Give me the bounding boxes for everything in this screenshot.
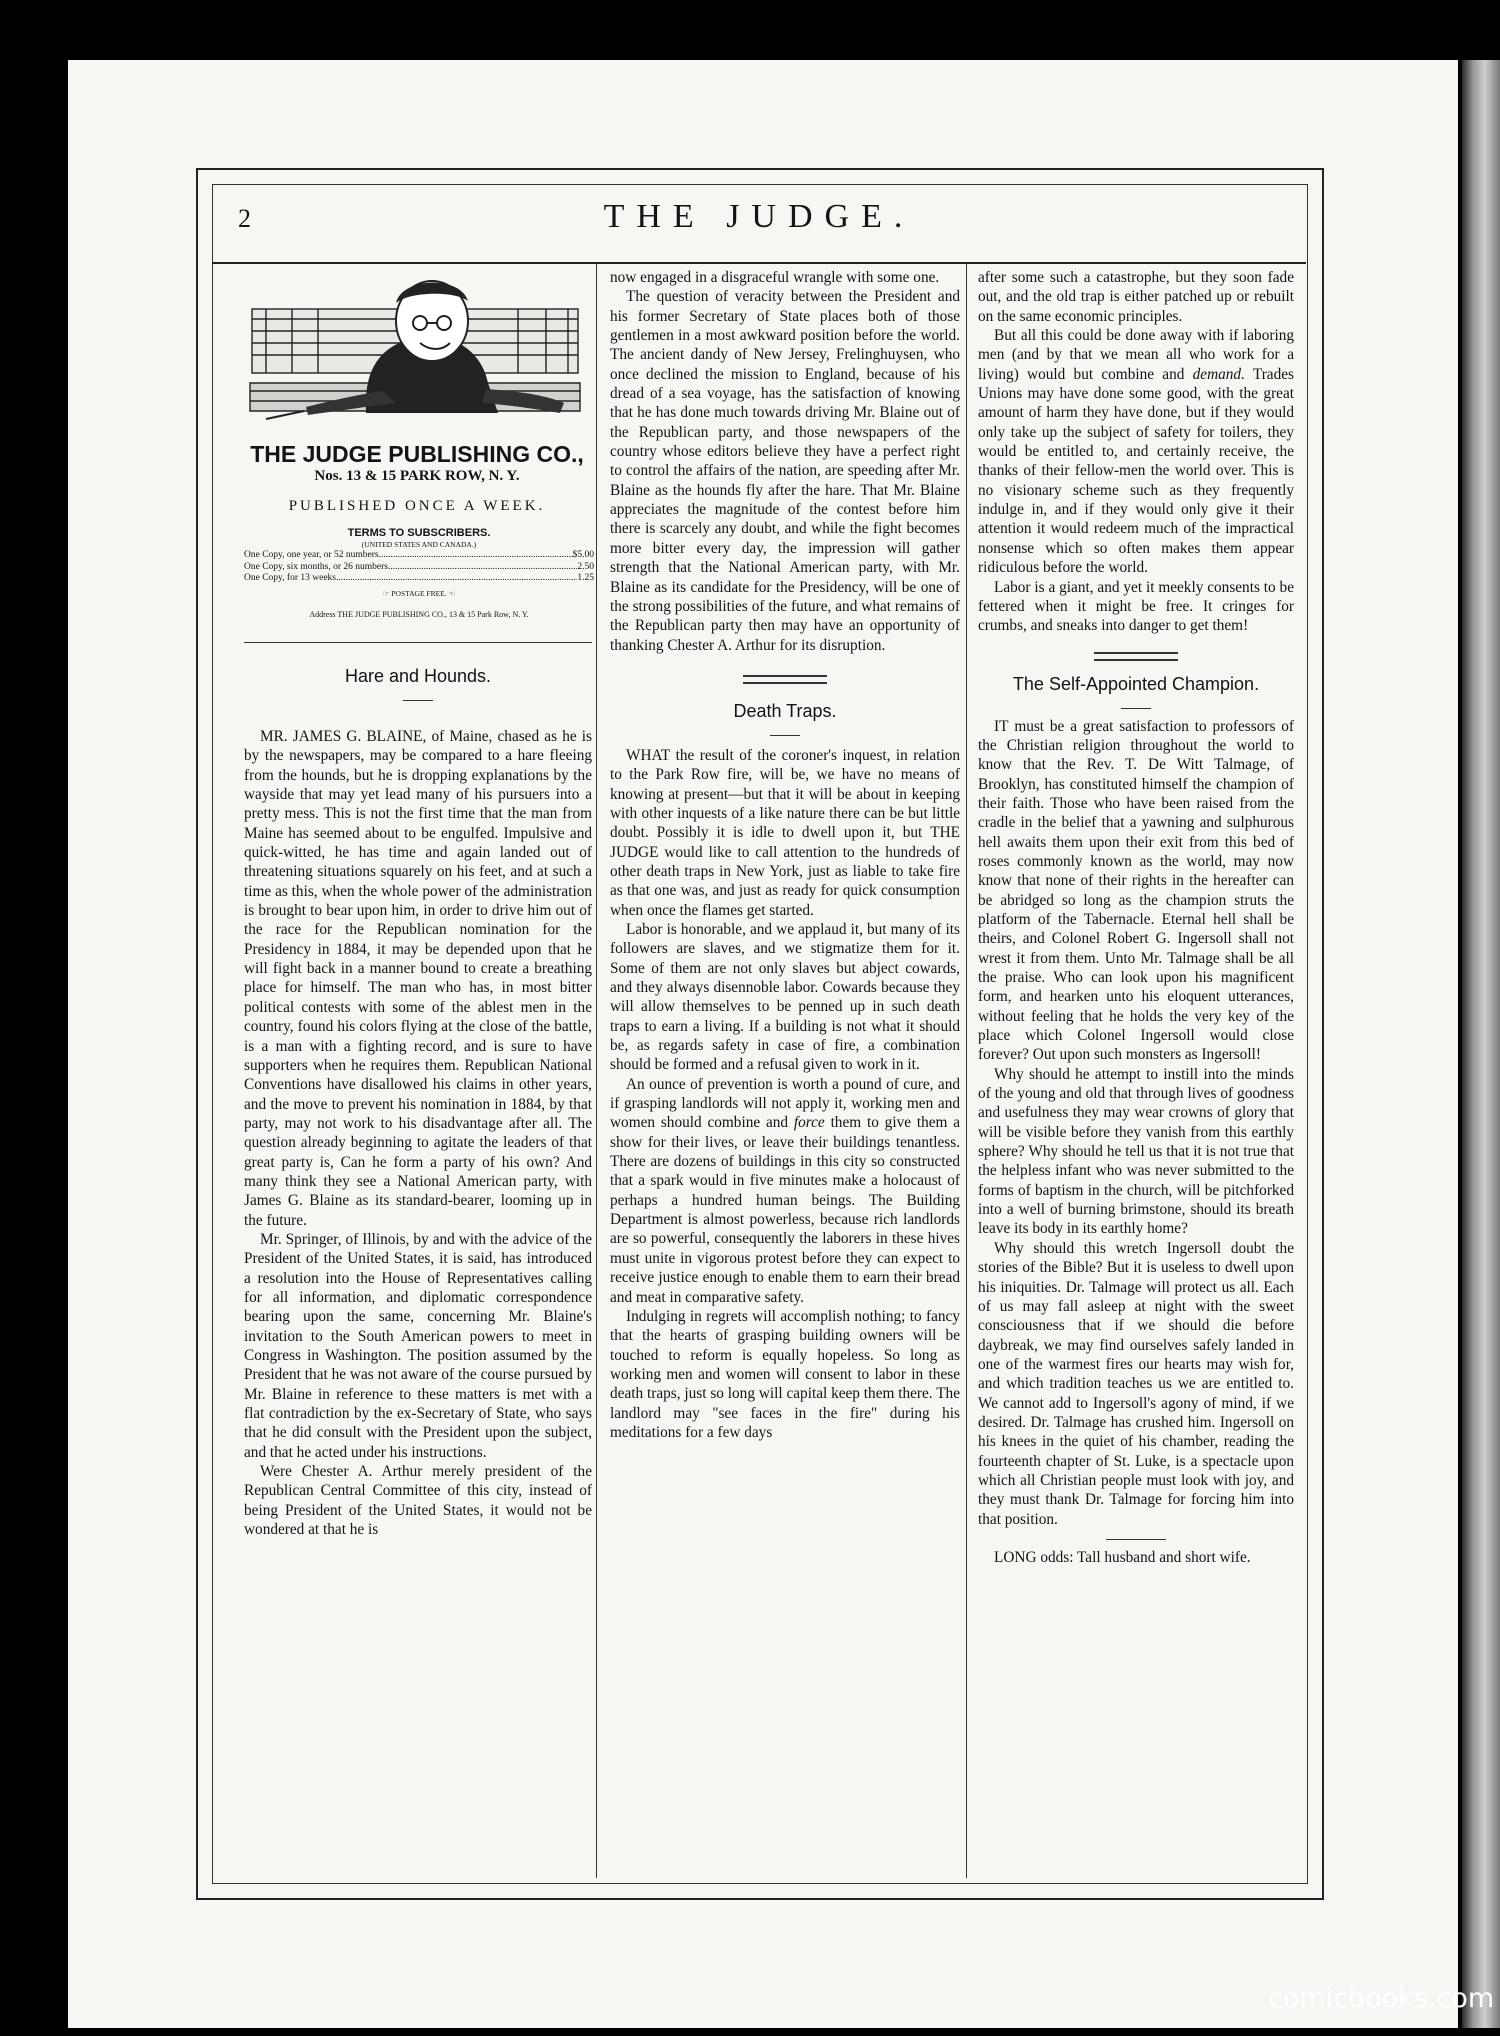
terms-row-label: One Copy, six months, or 26 numbers xyxy=(244,561,388,572)
leader-dots xyxy=(388,562,577,574)
article-paragraph xyxy=(244,727,592,1230)
article-paragraph: The question of veracity between the President and his former Secretary of State places both of those gentlemen in a most awkward position before the world. The ancient dandy of New Jersey, Frelinghuysen, who once declined the mission to England, because of his dread of a sea voyage, has the satisfaction of knowing that he has done much towards driving Mr. Blaine out of the Republican party, and those newspapers of the country whose editors believe they have a perfect right to control the affairs of the nation, are speeding after Mr. Blaine as the hounds fly after the hare. That Mr. Blaine appreciates the magnitude of the contest before him there is scarcely any doubt, and while the fight becomes more bitter every day, the impression will gather strength that the National American party, with Mr. Blaine as its candidate for the Presidency, will be one of the strong possibilities of the future, and what remains of the Republican party then may have an opportunity of thanking Chester A. Arthur for its disruption. xyxy=(610,288,960,654)
emphasis: force xyxy=(793,1114,825,1132)
article-paragraph xyxy=(610,1075,960,1307)
publisher-address-line: Address THE JUDGE PUBLISHING CO., 13 & 15 Park Row, N. Y. xyxy=(309,610,529,619)
column-2 xyxy=(610,268,960,1442)
terms-row-label: One Copy, for 13 weeks xyxy=(244,573,336,583)
paragraph-text: them to give them a show for their lives, or leave their buildings tenantless. There are dozens of buildings in this city so constructed that a spark would in five minutes make a holocaust of perhaps a hundred human beings. The Building Department is almost powerless, because rich landlords are so powerful, consequently the laborers in these hives must unite in vigorous protest before they can expect to receive justice enough to enable them to earn their bread and meat in comparative safety. xyxy=(610,1114,961,1306)
subscription-terms xyxy=(244,526,594,621)
editor-illustration-icon xyxy=(246,273,584,423)
emphasis: demand. xyxy=(1192,365,1245,383)
terms-row-label: One Copy, one year, or 52 numbers xyxy=(244,550,379,560)
masthead-rule xyxy=(212,262,1306,264)
article-title: Death Traps. xyxy=(733,700,837,721)
publisher-address: Nos. 13 & 15 PARK ROW, N. Y. xyxy=(314,468,520,484)
watermark-logo: comicbooks.com xyxy=(1268,1983,1495,2014)
lead-in: WHAT xyxy=(626,746,671,764)
column-3 xyxy=(978,268,1294,1567)
leader-dots xyxy=(379,550,573,562)
column-rule xyxy=(966,264,967,1878)
paragraph-text: An ounce of prevention is worth a pound of cure, and if grasping landlords will not apply it, working men and women should combine and xyxy=(610,1075,960,1132)
paragraph-text: of Maine, chased as he is by the newspapers, may be compared to a hare fleeing from the hounds, but he is dropping explanations by the wayside that may yet lead many of his pursuers into a pretty mess. This is not the first time that the man from Maine has seemed about to be engulfed. Impulsive and quick-witted, he has time and again landed out of threatening situations squarely on his feet, and at such a time as this, when the whole power of the administration is brought to bear upon him, in order to drive him out of the race for the Republican nomination for the Presidency in 1884, it may be depended upon that he will fight back in a manner bound to create a breathing place for himself. The man who has, in most bitter political contests with some of the ablest men in the country, found his colors flying at the close of the battle, is a man with a fighting record, and is sure to have supporters when he requires them. Republican National Conventions have disallowed his claims in other years, and the move to prevent his nomination in 1884, by that party, may not work to his disadvantage after all. The question already beginning to agitate the leaders of that great party is, Can he form a party of his own? And many think they see a National American party, with James G. Blaine as its standard-bearer, looming up in the future. xyxy=(244,728,593,1229)
article-paragraph xyxy=(610,746,960,920)
terms-row-price: 1.25 xyxy=(577,573,594,583)
article-paragraph: Labor is a giant, and yet it meekly consents to be fettered when it might be free. It cringes for crumbs, and sneaks into danger to get them! xyxy=(978,578,1294,635)
section-rule xyxy=(244,642,592,643)
column-1 xyxy=(244,665,592,1539)
article-paragraph xyxy=(978,326,1294,577)
section-double-rule xyxy=(1094,652,1178,661)
publisher-name: THE JUDGE PUBLISHING CO., xyxy=(250,441,584,467)
article-paragraph: Were Chester A. Arthur merely president of the Republican Central Committee of this city, instead of being President of the United States, it would not be wondered at that he is xyxy=(244,1463,592,1539)
masthead xyxy=(212,184,1306,264)
article-paragraph: Mr. Springer, of Illinois, by and with the advice of the President of the United States, it is said, has introduced a resolution into the House of Representatives calling for all information, and diplomatic correspondence bearing upon the same, concerning Mr. Blaine's invitation to the South American powers to meet in Congress in Washington. The position assumed by the President that he was not aware of the course pursued by Mr. Blaine in reference to these matters is met with a flat contradiction by the ex-Secretary of State, who says that he did consult with the President upon the subject, and that he acted under his instructions. xyxy=(244,1230,592,1461)
paragraph-text: Trades Unions may have done some good, with the great amount of harm they have done, but if they would only take up the subject of safety for toilers, they would be entitled to, and certainly receive, the thanks of their fellow-men the world over. This is no visionary scheme such as they frequently indulge in, and if they would only give it their attention it would redeem much of the impractical nonsense which so often makes them appear ridiculous before the world. xyxy=(978,365,1294,577)
terms-row-price: $5.00 xyxy=(572,550,594,560)
article-paragraph: now engaged in a disgraceful wrangle with some one. xyxy=(610,269,940,286)
lead-in: LONG xyxy=(994,1548,1037,1566)
paragraph-text: But all this could be done away with if laboring men (and by that we mean all who work for a living) would but combine and xyxy=(978,327,1294,383)
page-edge xyxy=(1462,60,1500,2028)
article-title: Hare and Hounds. xyxy=(344,666,492,686)
postage-text: POSTAGE FREE. xyxy=(391,588,447,598)
terms-row xyxy=(244,550,594,562)
leader-dots xyxy=(336,573,577,585)
article-title: The Self-Appointed Champion. xyxy=(1012,673,1260,694)
newspaper-title: THE JUDGE. xyxy=(603,198,915,235)
paragraph-text: must be a great satisfaction to professors of the Christian religion throughout the world to know that the Rev. T. De Witt Talmage, of Brooklyn, has constituted himself the champion of their faith. Those who have been raised from the cradle in the belief that a yawning and sulphurous hell awaits them upon their exit from this bed of roses commonly known as the world, may now know that none of their rights in the hereafter can be abridged so long as the champion struts the platform of the Tabernacle. Eternal hell shall be theirs, and Colonel Robert G. Ingersoll shall not wrest it from them. Unto Mr. Talmage shall be all the praise. Who can look upon his magnificent form, and hearken unto his eloquent utterances, without feeling that he holds the very key of the place which Colonel Ingersoll would close forever? Out upon such monsters as Ingersoll! xyxy=(978,717,1295,1064)
terms-row-price: 2.50 xyxy=(577,561,594,572)
terms-subheading: (UNITED STATES AND CANADA.) xyxy=(361,540,477,549)
paragraph-text: would like to call attention to the hundreds of other death traps in New York, just as liable to take fire as that one was, and just as ready for quick consumption when once the flames get started. xyxy=(610,843,961,919)
filler-paragraph xyxy=(978,1548,1294,1567)
terms-row xyxy=(244,562,594,574)
page-number: 2 xyxy=(238,204,251,233)
pointing-hand-icon: ☜ xyxy=(448,588,456,598)
lead-in: IT xyxy=(994,717,1009,735)
section-double-rule xyxy=(743,675,827,684)
article-paragraph: Labor is honorable, and we applaud it, but many of its followers are slaves, and we stigmatize them for it. Some of them are not only slaves but abject cowards, and they always disennoble labor. Cowards because they will allow themselves to be penned up in such death traps to earn a living. If a building is not what it should be, as regards safety in case of fire, a combination should be formed and a refusal given to work in it. xyxy=(610,920,960,1074)
publication-frequency: PUBLISHED ONCE A WEEK. xyxy=(288,498,546,514)
publication-name: THE JUDGE xyxy=(610,824,961,861)
article-paragraph: after some such a catastrophe, but they soon fade out, and the old trap is either patched up or rebuilt on the same economic principles. xyxy=(978,269,1294,325)
terms-row xyxy=(244,573,594,585)
article-paragraph: Why should this wretch Ingersoll doubt the stories of the Bible? But it is useless to dwell upon his iniquities. Dr. Talmage will protect us all. Each of us may fall asleep at night with the sweet consciousness that if we should die before daybreak, we may find ourselves safely landed in one of the warmest fires our hearts may wish for, and which tradition teaches us we are entitled to. We cannot add to Ingersoll's agony of mind, if we desired. Dr. Talmage has crushed him. Ingersoll on his knees in the quiet of his chamber, reading the fourteenth chapter of St. Luke, is a spectacle upon which all Christian people must look with joy, and they must thank Dr. Talmage for forcing him into that position. xyxy=(978,1239,1294,1528)
paragraph-text: the result of the coroner's inquest, in relation to the Park Row fire, will be, we have no means of knowing at present—but that it will be about in keeping with other inquests of a like nature there can be but little doubt. Possibly it is idle to dwell upon it, but xyxy=(610,746,960,842)
terms-heading: TERMS TO SUBSCRIBERS. xyxy=(347,527,491,539)
filler-text: odds: Tall husband and short wife. xyxy=(1040,1548,1251,1566)
postage-note xyxy=(244,588,594,600)
pointing-hand-icon: ☞ xyxy=(382,588,390,598)
article-paragraph: Why should he attempt to instill into the minds of the young and old that through lives of goodness and usefulness they may wear crowns of glory that will be visible before they vanish from this earthly sphere? Why should he tell us that it is not true that the helpless infant who was never submitted to the forms of baptism in the church, will be pitchforked into a well of burning brimstone, should its breath leave its body in its earthly home? xyxy=(978,1065,1294,1238)
lead-in: MR. JAMES G. BLAINE, xyxy=(260,728,427,745)
article-paragraph xyxy=(978,717,1294,1065)
article-paragraph: Indulging in regrets will accomplish nothing; to fancy that the hearts of grasping building owners will be touched to reform is equally hopeless. So long as working men and women will consent to labor in these death traps, just so long will capital keep them there. The landlord may "see faces in the fire" during his meditations for a few days xyxy=(610,1307,960,1441)
